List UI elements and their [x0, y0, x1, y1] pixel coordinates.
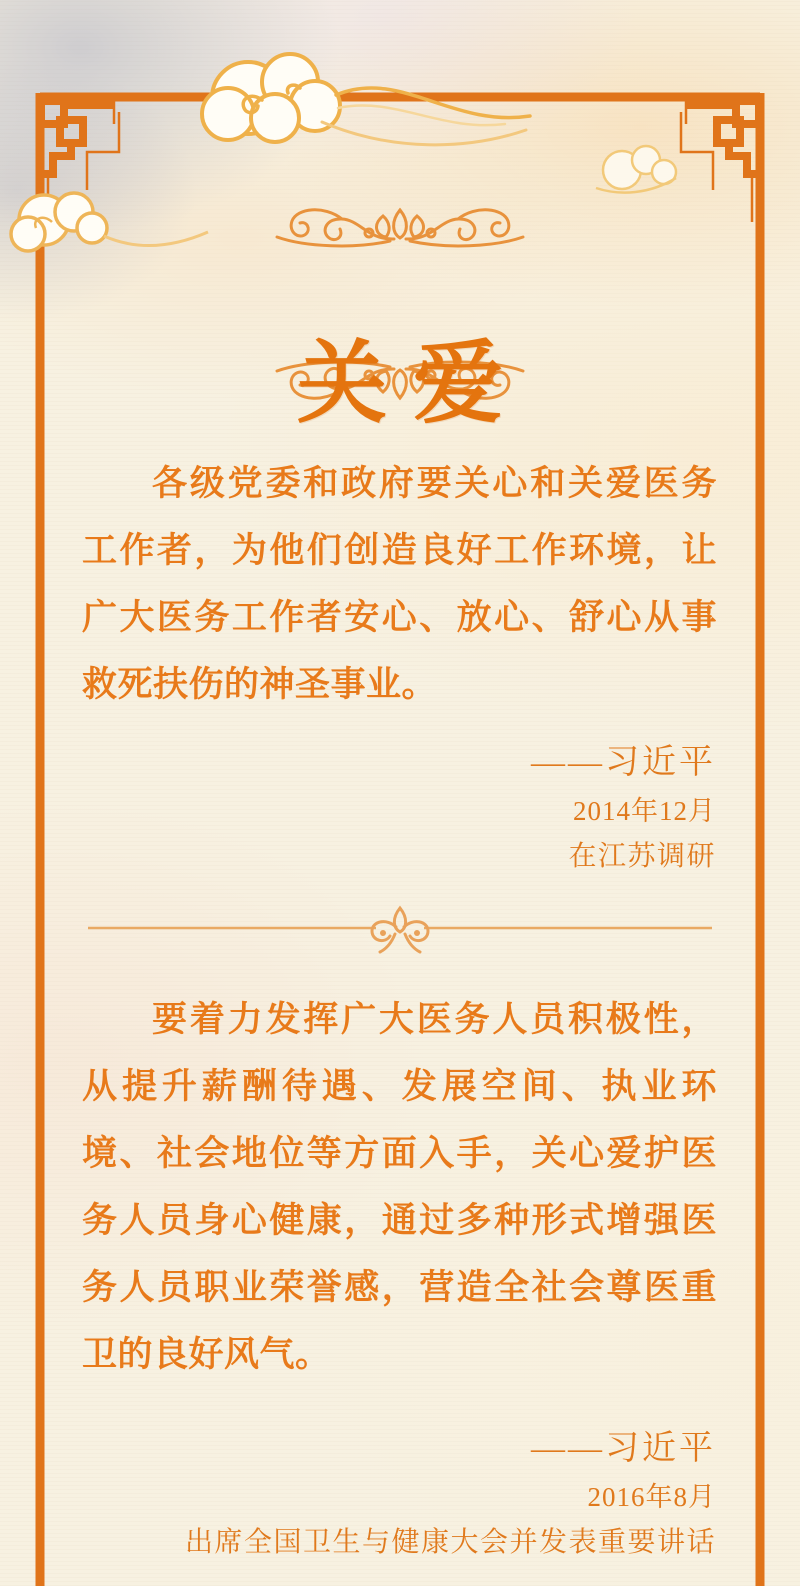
cloud-small-right-icon [596, 146, 676, 193]
attribution-date: 2016年8月 [587, 1482, 716, 1512]
section-divider-icon [88, 908, 712, 952]
title-flourish-top-icon [134, 210, 664, 246]
page-title: 关爱 [297, 335, 529, 435]
attribution-block-1 [531, 738, 716, 878]
attribution-occasion: 在江苏调研 [568, 841, 716, 872]
attribution-signature: ——习近平 [531, 744, 716, 781]
quote-text-2: 要着力发挥广大医务人员积极性，从提升薪酬待遇、发展空间、执业环境、社会地位等方面入手，关心爱护医务人员身心健康，通过多种形式增强医务人员职业荣誉感，营造全社会尊医重卫的良好风气。 [82, 1000, 717, 1374]
attribution-block-2 [185, 1424, 716, 1564]
attribution-date: 2014年12月 [573, 796, 716, 826]
corner-knot-right-icon [681, 101, 760, 222]
attribution-signature: ——习近平 [531, 1430, 716, 1467]
attribution-occasion: 出席全国卫生与健康大会并发表重要讲话 [184, 1527, 716, 1558]
quote-text-1: 各级党委和政府要关心和关爱医务工作者，为他们创造良好工作环境，让广大医务工作者安心、放心、舒心从事救死扶伤的神圣事业。 [82, 464, 717, 704]
